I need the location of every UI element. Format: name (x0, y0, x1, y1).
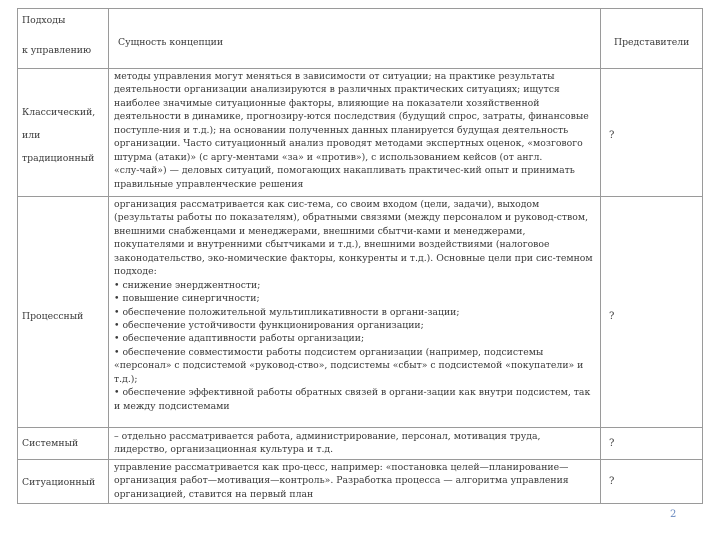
essence-line: наиболее значимые ситуационные факторы, влияющие на показатели хозяйственной (114, 97, 540, 109)
essence-line: законодательство, эко-номические факторы, конкуренты и т.д.). Основные цели при сис-темном (114, 252, 593, 264)
essence-line: и между подсистемами (114, 400, 230, 412)
essence-line: организации. Часто ситуационный анализ проводят методами экспертных оценок, «мозгового (114, 138, 583, 150)
approach-classical-traditional (22, 152, 94, 165)
approach-systemic (22, 437, 78, 450)
essence-line: организация работ—мотивация—контроль». Разработка процесса — алгоритма управления (114, 475, 569, 487)
essence-line: «слу-чай») — деловых ситуаций, помогающих накапливать практичес-кий опыт и принимать (114, 165, 575, 177)
essence-systemic (114, 430, 540, 457)
essence-line: организация рассматривается как сис-тема, со своим входом (цели, задачи), выходом (114, 199, 540, 210)
essence-line: подходе: (114, 266, 157, 278)
column-divider-1 (108, 8, 109, 504)
essence-line: внешними снабженцами и менеджерами, внешними сбытчи-ками и менеджерами, (114, 225, 526, 237)
representatives-classical: ? (609, 130, 615, 141)
header-approach (22, 14, 65, 27)
approach-line: традиционный (22, 153, 95, 164)
essence-line: • повышение синергичности; (114, 293, 260, 305)
essence-line: • обеспечение эффективной работы обратных связей в органи-зации как внутри подсистем, так (114, 387, 591, 399)
essence-line: «персонал» с подсистемой «руковод-ство», подсистемы «сбыт» с подсистемой «покупатели» и (114, 360, 584, 372)
header-representatives (614, 36, 689, 49)
essence-line: • обеспечение совместимости работы подсистем организации (например, подсистемы (114, 346, 544, 358)
essence-line: • снижение энерджентности; (114, 279, 261, 291)
essence-classical (114, 70, 589, 191)
approach-line: Ситуационный (22, 477, 96, 488)
essence-line: правильные управленческие решения (114, 178, 304, 190)
column-divider-2 (600, 8, 601, 504)
approach-line: Процессный (22, 311, 84, 322)
essence-line: лидерство, организационная культура и т.д. (114, 444, 334, 456)
essence-line: штурма (атаки)» (с аргу-ментами «за» и «против»), с использованием кейсов (от англ. (114, 151, 543, 163)
essence-line: – отдельно рассматривается работа, администрирование, персонал, мотивация труда, (114, 431, 541, 442)
essence-process (114, 198, 593, 413)
essence-line: поступле-ния и т.д.); на основании полученных данных планируется будущая деятельность (114, 124, 569, 136)
representatives-systemic: ? (609, 438, 615, 449)
essence-line: организацией, ставится на первый план (114, 488, 314, 500)
essence-line: деятельности организации анализируются в различных практических ситуациях; ищутся (114, 84, 560, 96)
approach-classical-or (22, 129, 40, 142)
representatives-process: ? (609, 311, 615, 322)
essence-line: • обеспечение устойчивости функционирования организации; (114, 319, 424, 331)
table-border-right (702, 8, 703, 504)
essence-line: т.д.); (114, 373, 138, 385)
header-essence-label: Сущность концепции (118, 37, 224, 48)
essence-line: (результаты работы по показателям), обратными связями (между персоналом и руковод-ством, (114, 212, 589, 224)
header-approach-2 (22, 44, 91, 57)
header-essence (118, 36, 223, 49)
essence-line: управление рассматривается как про-цесс, например: «постановка целей—планирование— (114, 462, 569, 473)
header-approach-line: Подходы (22, 15, 66, 26)
essence-situational (114, 461, 569, 501)
representatives-situational: ? (609, 476, 615, 487)
approach-line: или (22, 130, 41, 141)
table-border-left (17, 8, 18, 504)
approach-line: Классический, (22, 107, 96, 118)
approach-process (22, 310, 83, 323)
essence-line: • обеспечение адаптивности работы организации; (114, 333, 365, 345)
header-representatives-label: Представители (614, 37, 690, 48)
approach-classical (22, 106, 95, 119)
essence-line: покупателями и внутренними сбытчиками и т.д.), внешними воздействиями (налоговое (114, 239, 550, 251)
approach-situational (22, 476, 95, 489)
essence-line: деятельности в динамике, прогнозиру-ются последствия (будущий спрос, затраты, финансовые (114, 111, 589, 123)
page-number: 2 (670, 509, 677, 520)
header-approach-line: к управлению (22, 45, 92, 56)
essence-line: • обеспечение положительной мультипликативности в органи-зации; (114, 306, 460, 318)
essence-line: методы управления могут меняться в зависимости от ситуации; на практике результаты (114, 71, 555, 82)
approach-line: Системный (22, 438, 79, 449)
